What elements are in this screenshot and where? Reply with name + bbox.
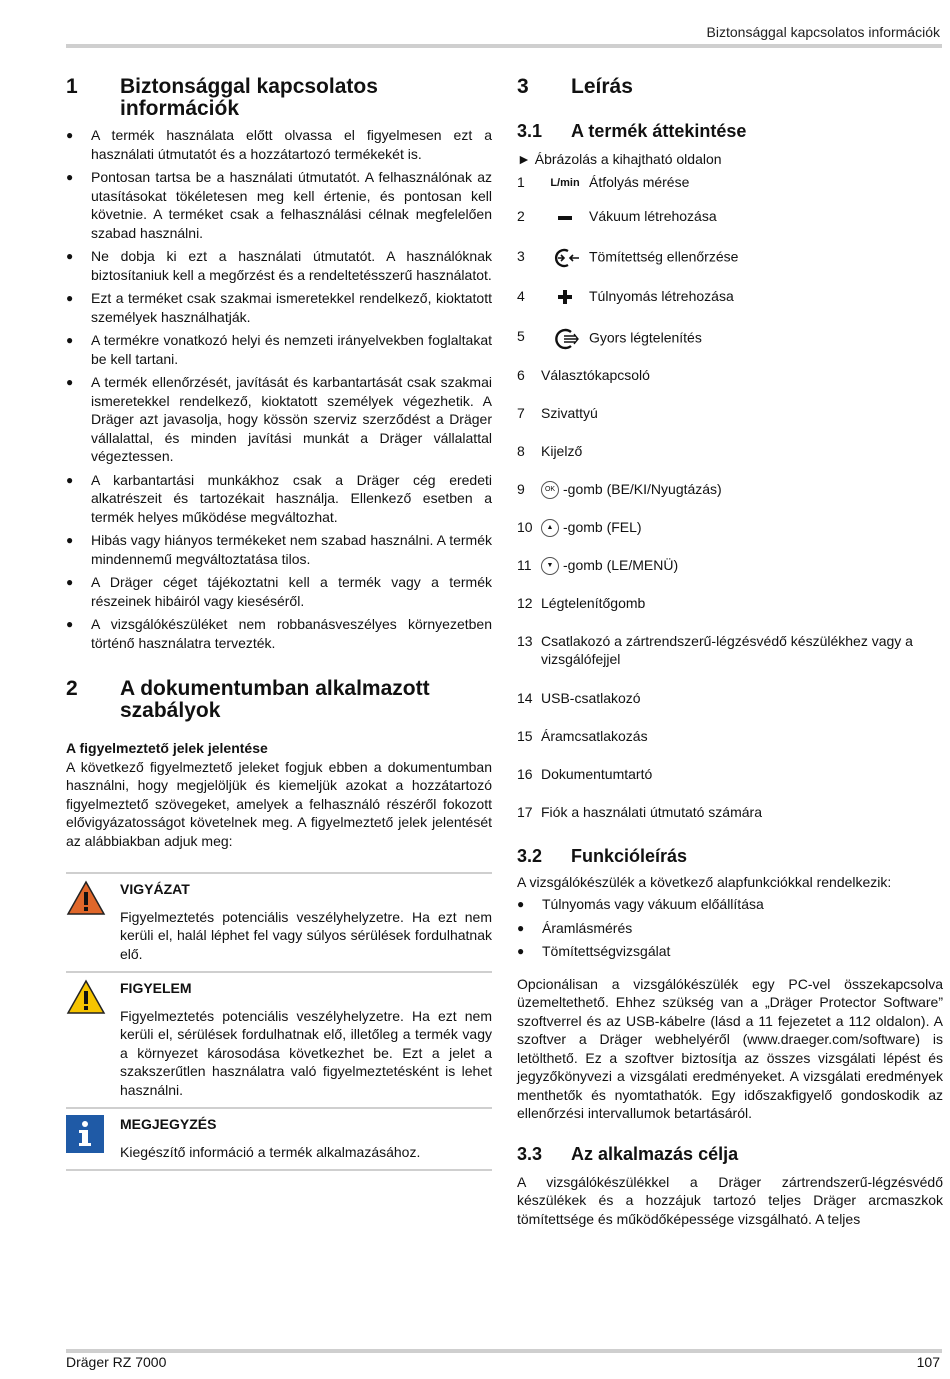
item-label: -gomb (LE/MENÜ): [563, 556, 679, 573]
item-label: Vákuum létrehozása: [589, 207, 717, 224]
leak-test-icon: [541, 247, 589, 269]
list-item: [517, 366, 943, 404]
warning-signs-intro: A következő figyelmeztető jeleket fogjuk ebben a dokumentumban használni, hogy megjelöljük és kiemeljük azokat a hozzátartozó figyelmeztető szövegeket, amelyek a felhasználó részéről fokozott elővigyázatosságot követelnek meg. A figyelmeztető jelek jelentését az alábbiakban adjuk meg:: [66, 758, 492, 849]
section-3-1-heading: [517, 120, 943, 142]
warning-text: Kiegészítő információ a termék alkalmazásához.: [120, 1143, 421, 1160]
section-title: A termék áttekintése: [571, 121, 747, 141]
item-label: -gomb (BE/KI/Nyugtázás): [563, 480, 722, 497]
list-item: ● A karbantartási munkákhoz csak a Dräger cég eredeti alkatrészeit és tartozékait használja. Ellenkező esetben a termék helyes működése megváltozhat.: [66, 471, 492, 527]
right-column: [517, 76, 943, 1228]
ok-button-icon: OK: [541, 481, 559, 499]
list-item: ● A Dräger céget tájékoztatni kell a termék vagy a termék részeinek hibáiról vagy kieséséről.: [66, 573, 492, 610]
item-number: 12: [517, 594, 533, 611]
section-number: 2: [66, 677, 78, 700]
minus-icon: [541, 208, 589, 227]
function-intro: A vizsgálókészülék a következő alapfunkciókkal rendelkezik:: [517, 873, 892, 890]
footer-product: Dräger RZ 7000: [66, 1354, 167, 1370]
list-item: [517, 727, 943, 765]
warning-block-vigyazat: [66, 872, 492, 971]
item-number: 4: [517, 287, 525, 304]
list-item: ● A vizsgálókészüléket nem robbanásveszélyes környezetben történő használatra tervezték.: [66, 615, 492, 652]
list-item: [517, 247, 943, 287]
warning-text: Figyelmeztetés potenciális veszélyhelyzetre. Ha ezt nem kerüli el, halál léphet fel vagy súlyos sérülések fordulhatnak elő.: [120, 908, 492, 962]
list-item: [517, 556, 943, 594]
section-title: Funkcióleírás: [571, 845, 688, 866]
warning-signs-subhead: A figyelmeztető jelek jelentése: [66, 740, 268, 756]
item-number: 2: [517, 207, 525, 224]
warning-title: MEGJEGYZÉS: [120, 1116, 217, 1132]
lmin-symbol: L/min: [550, 176, 580, 189]
section-3-heading: [517, 76, 943, 98]
section-3-2-heading: [517, 845, 943, 867]
section-number: 3.1: [517, 121, 543, 141]
item-number: 7: [517, 404, 525, 421]
header-rule: [66, 44, 942, 48]
item-number: 3: [517, 247, 525, 264]
item-label: Csatlakozó a zártrendszerű-légzésvédő készülékhez vagy a vizsgálófejjel: [541, 632, 913, 667]
caution-triangle-icon: [66, 979, 106, 1020]
list-item: [517, 173, 943, 207]
list-item: ● A termék ellenőrzését, javítását és karbantartását csak szakmai ismeretekkel rendelkező, kioktatott személyek végezhetik. A Dräger azt javasolja, hogy kössön szerviz szerződést a Dräger vállalattal, és minden javítási munkát a Dräger vállalattal végeztessen.: [66, 373, 492, 466]
section-number: 3.2: [517, 845, 543, 866]
warning-block-megjegyzes: [66, 1107, 492, 1171]
list-item: [517, 632, 943, 689]
list-item: ● Hibás vagy hiányos termékeket nem szabad használni. A termék mindennemű megváltoztatása tilos.: [66, 531, 492, 568]
foldout-reference: ► Ábrázolás a kihajtható oldalon: [517, 151, 722, 167]
section-title: Az alkalmazás célja: [571, 1143, 739, 1164]
section-3-3-heading: [517, 1143, 943, 1165]
item-label: USB-csatlakozó: [541, 689, 641, 706]
item-number: 17: [517, 803, 533, 820]
warning-block-figyelem: [66, 971, 492, 1107]
item-number: 11: [517, 556, 532, 573]
item-label: Kijelző: [541, 442, 583, 459]
warning-blocks: [66, 872, 492, 1171]
list-item: [517, 404, 943, 442]
list-item: ● Ne dobja ki ezt a használati útmutatót. A használóknak biztosítaniuk kell a megőrzést és a rendeltetésszerű használatot.: [66, 247, 492, 284]
item-label: -gomb (FEL): [563, 518, 642, 535]
list-item: [517, 689, 943, 727]
item-label: Választókapcsoló: [541, 366, 650, 383]
page-number: 107: [916, 1354, 940, 1370]
list-item: ● Áramlásmérés: [517, 919, 943, 938]
list-item: [517, 803, 943, 825]
purpose-paragraph: A vizsgálókészülékkel a Dräger zártrendszerű-légzésvédő készülékek és a hozzájuk tartozó teljes Dräger arcmaszkok tömítettsége és működőképessége vizsgálható. A teljes: [517, 1173, 943, 1227]
item-number: 15: [517, 727, 533, 744]
section-title: A dokumentumban alkalmazott szabályok: [120, 677, 430, 722]
item-number: 14: [517, 689, 533, 706]
list-item: [517, 480, 943, 518]
footer-rule: [66, 1349, 942, 1353]
item-number: 8: [517, 442, 525, 459]
item-label: Szivattyú: [541, 404, 598, 421]
warning-title: VIGYÁZAT: [120, 881, 190, 897]
list-item: [517, 594, 943, 632]
item-number: 10: [517, 518, 533, 535]
up-button-icon: ▲: [541, 519, 559, 537]
list-item: ● A termék használata előtt olvassa el figyelmesen ezt a használati útmutatót és a hozzátartozó termékekét is.: [66, 126, 492, 163]
item-label: Tömítettség ellenőrzése: [589, 248, 739, 265]
item-label: Áramcsatlakozás: [541, 727, 648, 744]
list-item: [517, 765, 943, 803]
item-label: Fiók a használati útmutató számára: [541, 803, 762, 820]
section-1-heading: [66, 76, 492, 120]
info-icon: [66, 1115, 104, 1158]
list-item: ● Pontosan tartsa be a használati útmutatót. A felhasználónak az utasításokat tökéletesen meg kell értenie, és pontosan kell követnie. A terméket csak a felhasználási célnak megfelelően szabad használni.: [66, 168, 492, 242]
function-bullets: [517, 895, 943, 961]
list-item: ● Ezt a terméket csak szakmai ismeretekkel rendelkező, kioktatott személyek használhatják.: [66, 289, 492, 326]
list-item: [517, 518, 943, 556]
item-label: Légtelenítőgomb: [541, 594, 646, 611]
section-2-heading: [66, 678, 492, 722]
safety-bullets: [66, 126, 492, 652]
list-item: ● Túlnyomás vagy vákuum előállítása: [517, 895, 943, 914]
warning-triangle-icon: [66, 880, 106, 921]
warning-title: FIGYELEM: [120, 980, 192, 996]
list-item: ● A termékre vonatkozó helyi és nemzeti irányelvekben foglaltakat be kell tartani.: [66, 331, 492, 368]
list-item: ● Tömítettségvizsgálat: [517, 942, 943, 961]
list-item: [517, 442, 943, 480]
item-label: Túlnyomás létrehozása: [589, 287, 734, 304]
plus-icon: [541, 287, 589, 306]
flow-measure-icon: [541, 174, 589, 193]
list-item: [517, 287, 943, 327]
product-overview-list: [517, 173, 943, 825]
down-button-icon: ▼: [541, 557, 559, 575]
section-title: Biztonsággal kapcsolatos információk: [120, 75, 378, 120]
section-number: 3: [517, 75, 529, 98]
section-number: 3.3: [517, 1143, 543, 1164]
item-label: Gyors légtelenítés: [589, 329, 702, 346]
quick-vent-icon: [541, 327, 589, 351]
item-number: 5: [517, 327, 525, 344]
item-number: 6: [517, 366, 525, 383]
function-paragraph: Opcionálisan a vizsgálókészülék egy PC-vel összekapcsolva üzemeltethető. Ehhez szükség van a „Dräger Protector Software” szoftverrel és az USB-kábelre (lásd a 11 fejezetet a 112 oldalon). A szoftver a Dräger webhelyéről (www.draeger.com/software) is letölthető. Ez a szoftver biztosítja az összes vizsgálati lépést és jegyzőkönyvezi a vizsgálati eredményeket. A vizsgálati eredmények menthetők és nyomtathatók. Egy időszakfigyelő gondoskodik az ellenőrzési intervallumok betartásáról.: [517, 975, 943, 1121]
section-number: 1: [66, 75, 78, 98]
list-item: [517, 207, 943, 247]
warning-text: Figyelmeztetés potenciális veszélyhelyzetre. Ha ezt nem kerüli el, sérülések fordulhatnak elő, illetőleg a termék vagy a környezet károsodása következhet be. Ezt a jelet a szakszerűtlen használatra való figyelmeztetésként is lehet használni.: [120, 1007, 492, 1098]
left-column: [66, 76, 492, 1171]
item-label: Dokumentumtartó: [541, 765, 653, 782]
section-title: Leírás: [571, 75, 633, 98]
item-number: 16: [517, 765, 533, 782]
item-number: 13: [517, 632, 533, 649]
item-label: Átfolyás mérése: [589, 173, 690, 190]
running-header: Biztonsággal kapcsolatos információk: [706, 24, 940, 40]
item-number: 9: [517, 480, 525, 497]
item-number: 1: [517, 173, 525, 190]
list-item: [517, 327, 943, 366]
